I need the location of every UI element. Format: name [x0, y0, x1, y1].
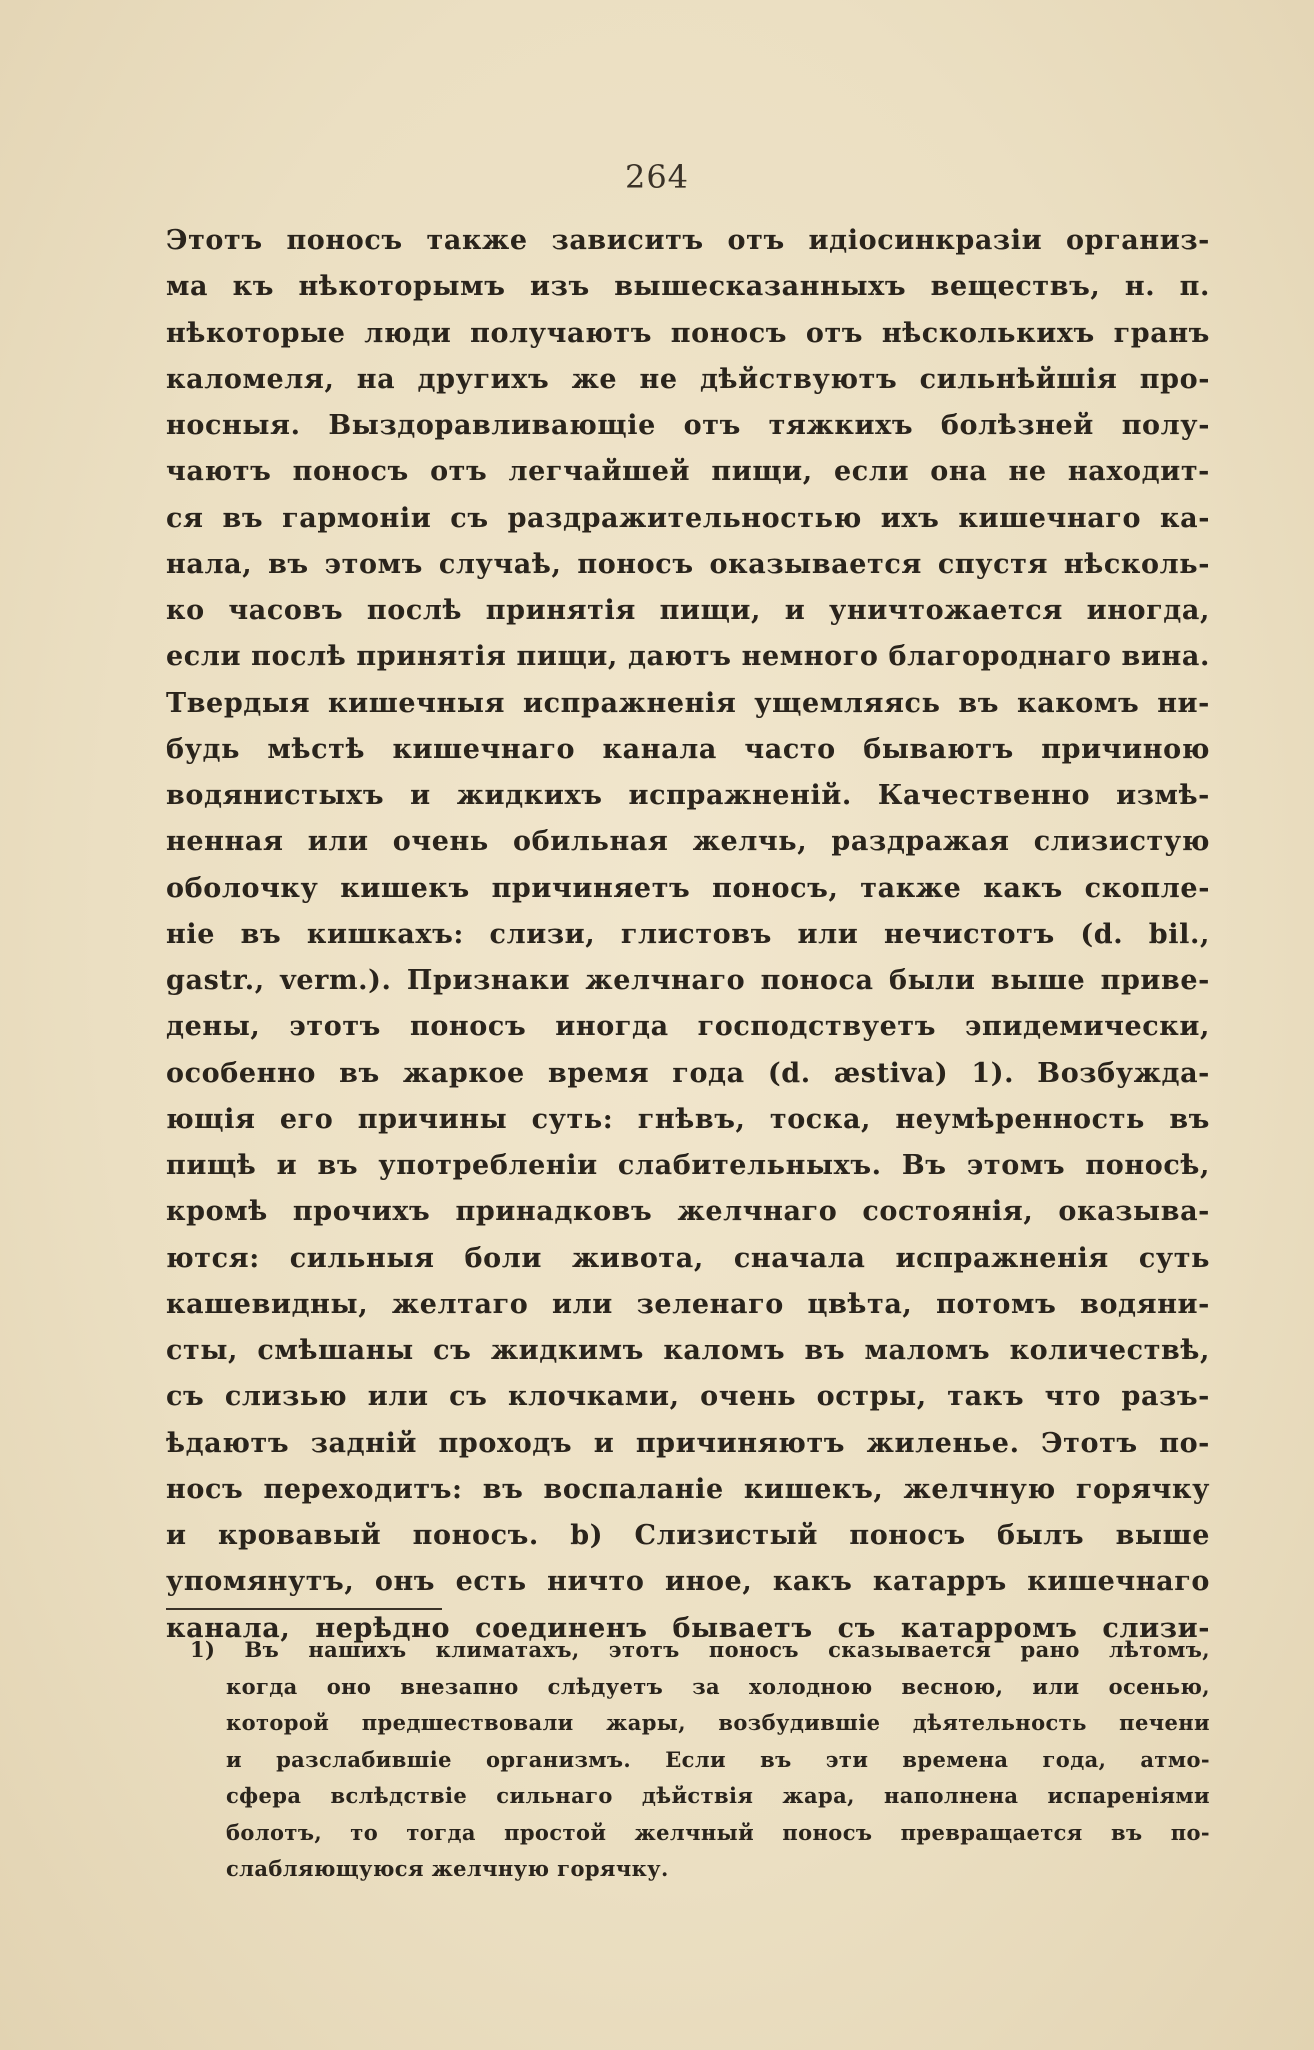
text-line: пищѣ и въ употребленіи слабительныхъ. Въ этомъ поносѣ, [166, 1150, 1210, 1181]
text-line: ся въ гармоніи съ раздражительностью ихъ кишечнаго ка- [166, 502, 1210, 534]
text-line: если послѣ принятія пищи, даютъ немного благороднаго вина. [166, 641, 1210, 673]
footnote-line: болотъ, то тогда простой желчный поносъ превращается въ по- [226, 1819, 1210, 1845]
text-line: ко часовъ послѣ принятія пищи, и уничтожается иногда, [166, 595, 1210, 626]
footnote-line: слабляющуюся желчную горячку. [226, 1856, 669, 1881]
text-line: gastr., verm.). Признаки желчнаго поноса были выше приве- [166, 965, 1210, 996]
text-line: кашевидны, желтаго или зеленаго цвѣта, потомъ водяни- [166, 1288, 1210, 1320]
text-line: канала, нерѣдно соединенъ бываетъ съ катарромъ слизи- [166, 1612, 1210, 1644]
text-line: водянистыхъ и жидкихъ испражненій. Качественно измѣ- [166, 780, 1210, 811]
text-line: съ слизью или съ клочками, очень остры, такъ что разъ- [166, 1381, 1210, 1413]
footnote [190, 1632, 1210, 1888]
main-text [166, 218, 1210, 1652]
footnote-line: 1) Въ нашихъ климатахъ, этотъ поносъ сказывается рано лѣтомъ, [190, 1637, 1210, 1662]
text-line: особенно въ жаркое время года (d. æstiva) 1). Возбужда- [166, 1057, 1210, 1089]
text-line: кромѣ прочихъ принадковъ желчнаго состоянія, оказыва- [166, 1196, 1210, 1228]
footnote-line: сфера вслѣдствіе сильнаго дѣйствія жара, наполнена испареніями [226, 1783, 1210, 1808]
text-line: ма къ нѣкоторымъ изъ вышесказанныхъ веществъ, н. п. [166, 271, 1210, 303]
page-number: 264 [624, 158, 690, 196]
text-line: сты, смѣшаны съ жидкимъ каломъ въ маломъ количествѣ, [166, 1335, 1210, 1366]
text-line: упомянутъ, онъ есть ничто иное, какъ катарръ кишечнаго [166, 1566, 1210, 1598]
text-line: ющія его причины суть: гнѣвъ, тоска, неумѣренность въ [166, 1103, 1210, 1135]
text-line: ются: сильныя боли живота, сначала испражненія суть [166, 1242, 1210, 1274]
text-line: ніе въ кишкахъ: слизи, глистовъ или нечистотъ (d. bil., [166, 918, 1210, 950]
text-line: каломеля, на другихъ же не дѣйствуютъ сильнѣйшія про- [166, 363, 1210, 395]
text-line: носъ переходитъ: въ воспаланіе кишекъ, желчную горячку [166, 1473, 1210, 1505]
text-line: ненная или очень обильная желчь, раздражая слизистую [166, 826, 1210, 858]
footnote-line: которой предшествовали жары, возбудившіе дѣятельность печени [226, 1710, 1210, 1735]
text-line: ѣдаютъ заднiй проходъ и причиняютъ жиленье. Этотъ по- [166, 1427, 1210, 1459]
text-line: и кровавый поносъ. b) Слизистый поносъ былъ выше [166, 1520, 1210, 1551]
text-line: нѣкоторые люди получаютъ поносъ отъ нѣсколькихъ гранъ [166, 317, 1210, 349]
text-line: оболочку кишекъ причиняетъ поносъ, также какъ скопле- [166, 872, 1210, 904]
text-line: Этотъ поносъ также зависитъ отъ идіосинкразіи организ- [166, 225, 1210, 256]
text-line: Твердыя кишечныя испражненія ущемляясь въ какомъ ни- [166, 687, 1210, 719]
footnote-line: когда оно внезапно слѣдуетъ за холодною весною, или осенью, [226, 1673, 1210, 1699]
text-line: носныя. Выздоравливающіе отъ тяжкихъ болѣзней полу- [166, 410, 1210, 441]
text-line: чаютъ поносъ отъ легчайшей пищи, если она не находит- [166, 456, 1210, 488]
text-line: будь мѣстѣ кишечнаго канала часто бываютъ причиною [166, 733, 1210, 765]
footnote-divider [166, 1608, 442, 1610]
text-line: нала, въ этомъ случаѣ, поносъ оказывается спустя нѣсколь- [166, 548, 1210, 580]
text-line: дены, этотъ поносъ иногда господствуетъ эпидемически, [166, 1011, 1210, 1043]
footnote-line: и разслабившіе организмъ. Если въ эти времена года, атмо- [226, 1746, 1210, 1772]
